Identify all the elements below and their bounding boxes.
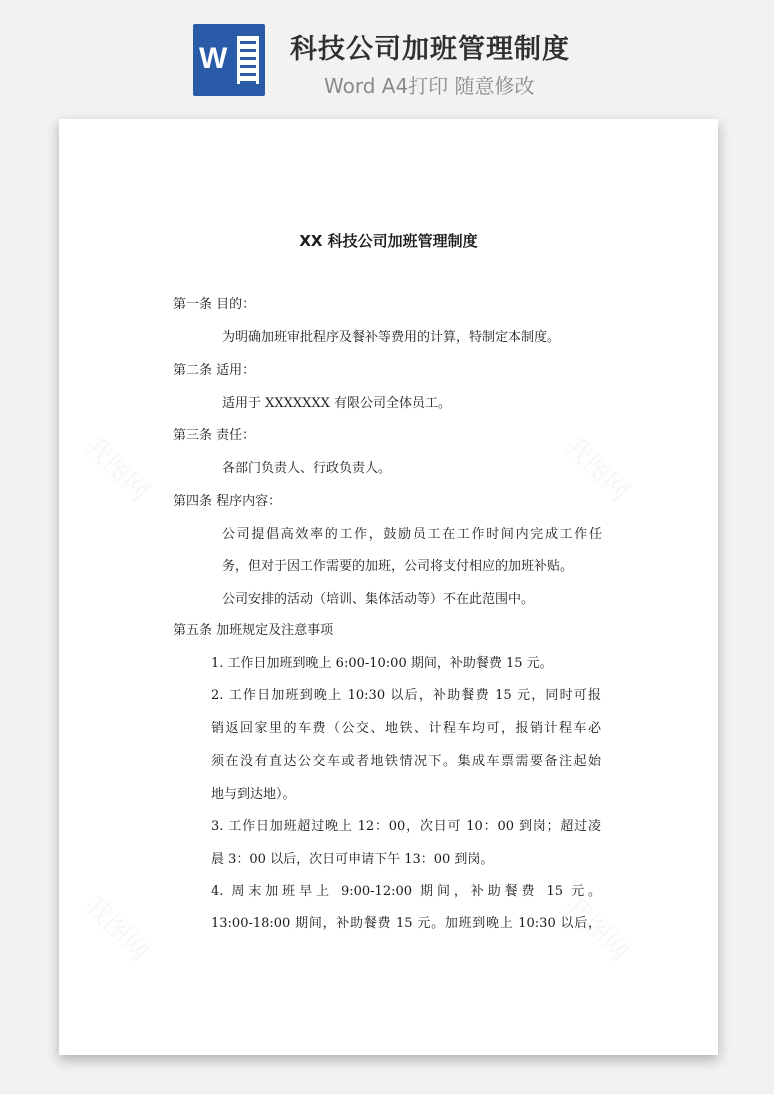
banner-subtitle: Word A4打印 随意修改	[324, 74, 535, 98]
section-heading: 第五条 加班规定及注意事项	[173, 623, 334, 638]
word-doc-icon	[193, 24, 265, 96]
watermark	[77, 427, 158, 508]
document-title: XX 科技公司加班管理制度	[299, 232, 478, 250]
section-body-line: 公司安排的活动（培训、集体活动等）不在此范围中。	[222, 592, 535, 607]
rule-item-line: 1. 工作日加班到晚上 6:00-10:00 期间，补助餐费 15 元。	[211, 656, 553, 671]
section-body-line: 务，但对于因工作需要的加班，公司将支付相应的加班补贴。	[222, 559, 574, 574]
section-body-line: 适用于 XXXXXXX 有限公司全体员工。	[222, 396, 452, 411]
header-banner	[0, 0, 774, 112]
section-body-line: 各部门负责人、行政负责人。	[222, 461, 392, 476]
banner-title: 科技公司加班管理制度	[290, 34, 570, 65]
watermark	[77, 887, 158, 968]
word-icon-letter: W	[199, 42, 228, 75]
rule-item-line: 4. 周末加班早上 9:00-12:00 期间，补助餐费 15 元。	[211, 884, 601, 899]
rule-item-line: 13:00-18:00 期间，补助餐费 15 元。加班到晚上 10:30 以后，	[211, 916, 601, 931]
rule-item-line: 3. 工作日加班超过晚上 12：00，次日可 10：00 到岗；超过凌	[211, 819, 601, 834]
word-icon-lines	[237, 36, 259, 84]
section-heading: 第三条 责任：	[173, 428, 256, 443]
section-heading: 第二条 适用：	[173, 363, 256, 378]
section-heading: 第一条 目的：	[173, 297, 256, 312]
rule-item-line: 须在没有直达公交车或者地铁情况下。集成车票需要备注起始	[211, 754, 601, 769]
rule-item-line: 地与到达地）。	[211, 787, 296, 802]
rule-item-line: 2. 工作日加班到晚上 10:30 以后，补助餐费 15 元，同时可报	[211, 688, 601, 703]
rule-item-line: 晨 3：00 以后，次日可申请下午 13：00 到岗。	[211, 852, 494, 867]
watermark	[557, 427, 638, 508]
section-body-line: 为明确加班审批程序及餐补等费用的计算，特制定本制度。	[222, 330, 561, 345]
section-body-line: 公司提倡高效率的工作，鼓励员工在工作时间内完成工作任	[222, 527, 602, 542]
document-page	[59, 119, 718, 1055]
rule-item-line: 销返回家里的车费（公交、地铁、计程车均可，报销计程车必	[211, 721, 601, 736]
section-heading: 第四条 程序内容：	[173, 494, 282, 509]
